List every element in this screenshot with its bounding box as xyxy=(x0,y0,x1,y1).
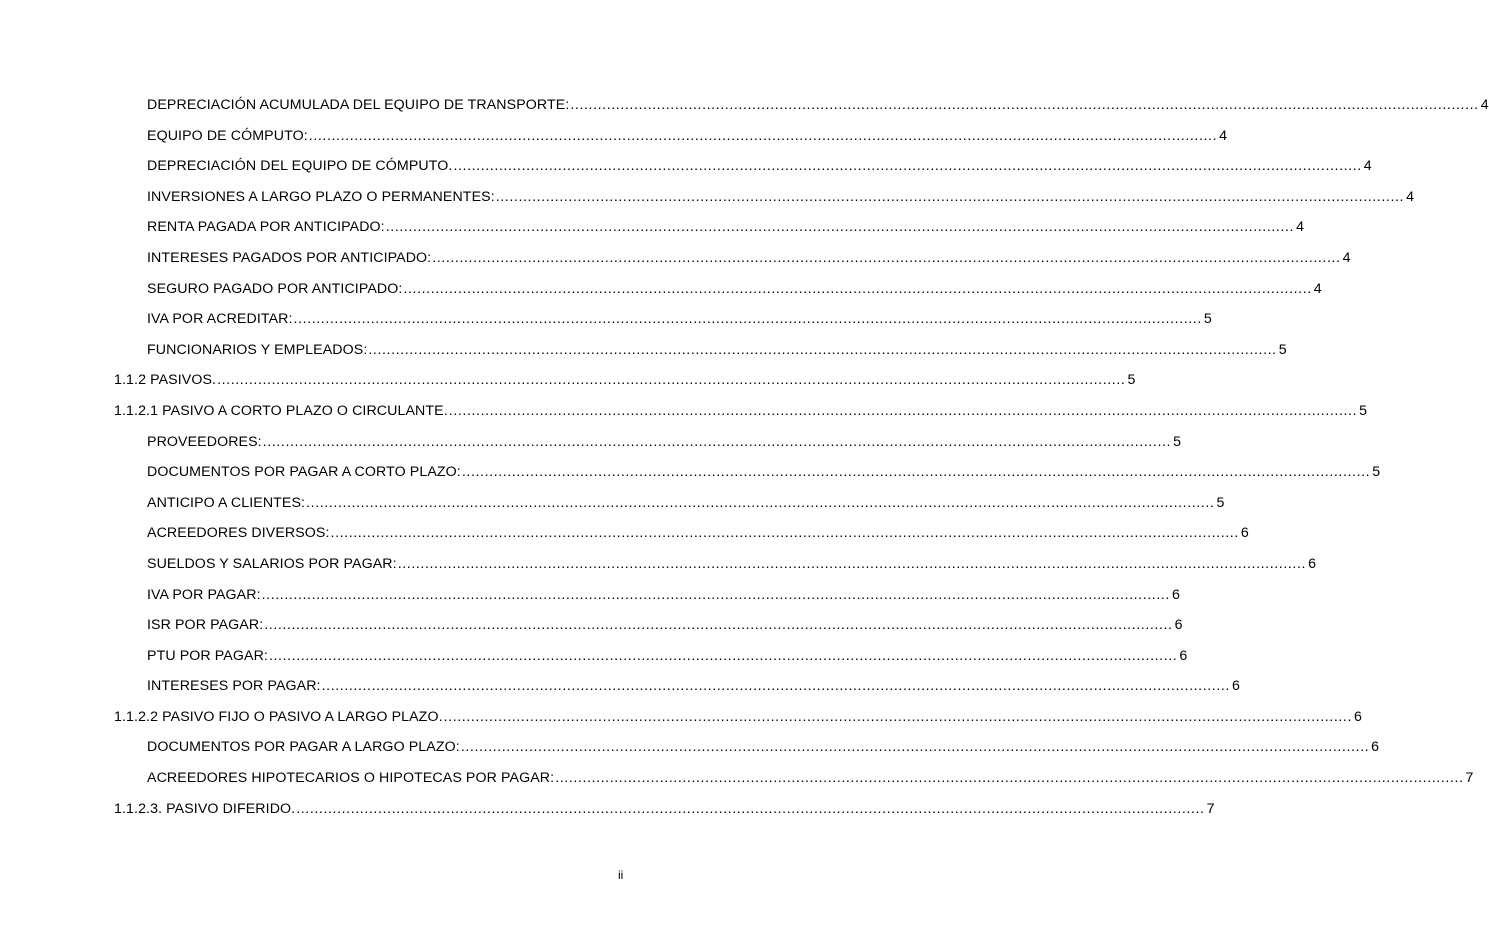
toc-entry-line xyxy=(147,249,1351,267)
toc-dot-leader: ........................................................................................................................................................................................................ xyxy=(443,708,1352,725)
toc-dot-leader: ........................................................................................................................................................................................................ xyxy=(268,647,1178,664)
toc-entry[interactable] xyxy=(0,677,1240,708)
toc-entry[interactable] xyxy=(0,586,1180,617)
toc-entry-page-number: 5 xyxy=(1203,311,1212,328)
toc-dot-leader: ........................................................................................................................................................................................................ xyxy=(403,280,1312,297)
toc-entry-line xyxy=(147,310,1212,328)
toc-entry[interactable] xyxy=(0,249,1351,280)
toc-entry-label: 1.1.2.3. PASIVO DIFERIDO. xyxy=(114,800,296,817)
toc-entry-line xyxy=(114,402,1368,420)
table-of-contents xyxy=(0,96,1489,830)
toc-entry-line xyxy=(147,738,1380,756)
toc-entry[interactable] xyxy=(0,738,1380,769)
toc-entry-label: ACREEDORES HIPOTECARIOS O HIPOTECAS POR PAGAR: xyxy=(147,770,555,787)
toc-entry-line xyxy=(147,494,1225,512)
toc-entry-label: ANTICIPO A CLIENTES: xyxy=(147,494,306,511)
toc-entry-page-number: 4 xyxy=(1342,249,1351,266)
toc-entry-line xyxy=(147,616,1183,634)
toc-entry-label: DEPRECIACIÓN ACUMULADA DEL EQUIPO DE TRANSPORTE: xyxy=(147,97,570,113)
toc-entry[interactable] xyxy=(0,555,1316,586)
toc-entry-line xyxy=(147,188,1414,206)
toc-dot-leader: ........................................................................................................................................................................................................ xyxy=(262,433,1172,450)
toc-dot-leader: ........................................................................................................................................................................................................ xyxy=(296,800,1205,817)
toc-entry-line xyxy=(147,127,1228,145)
toc-entry-page-number: 6 xyxy=(1308,555,1316,572)
toc-entry-label: PTU POR PAGAR: xyxy=(147,647,268,664)
toc-entry-page-number: 5 xyxy=(1359,402,1368,419)
toc-entry-page-number: 5 xyxy=(1173,433,1181,450)
toc-dot-leader: ........................................................................................................................................................................................................ xyxy=(461,464,1371,481)
toc-dot-leader: ........................................................................................................................................................................................................ xyxy=(432,249,1341,266)
toc-entry-label: PROVEEDORES: xyxy=(147,433,262,450)
toc-entry-page-number: 4 xyxy=(1296,219,1304,236)
toc-entry-label: IVA POR ACREDITAR: xyxy=(147,311,293,328)
toc-entry[interactable] xyxy=(0,188,1414,219)
page-number-footer: ii xyxy=(618,868,624,882)
toc-entry-line xyxy=(147,463,1381,481)
toc-entry-line xyxy=(147,280,1322,298)
toc-dot-leader: ........................................................................................................................................................................................................ xyxy=(460,739,1370,756)
toc-entry-page-number: 5 xyxy=(1216,494,1225,511)
toc-entry[interactable] xyxy=(0,800,1215,831)
toc-entry-page-number: 6 xyxy=(1174,617,1183,634)
toc-entry-line xyxy=(147,586,1180,604)
toc-entry-page-number: 6 xyxy=(1371,739,1380,756)
toc-entry[interactable] xyxy=(0,96,1489,127)
toc-entry-page-number: 6 xyxy=(1354,708,1362,725)
toc-entry[interactable] xyxy=(0,769,1474,800)
toc-entry-page-number: 5 xyxy=(1127,372,1136,389)
toc-dot-leader: ........................................................................................................................................................................................................ xyxy=(217,372,1126,389)
toc-entry-page-number: 5 xyxy=(1372,464,1381,481)
toc-entry-label: DOCUMENTOS POR PAGAR A LARGO PLAZO: xyxy=(147,739,460,756)
toc-entry-line xyxy=(147,157,1372,175)
toc-entry-label: SEGURO PAGADO POR ANTICIPADO: xyxy=(147,280,403,297)
toc-dot-leader: ........................................................................................................................................................................................................ xyxy=(570,97,1479,113)
toc-entry-line xyxy=(147,769,1474,787)
toc-entry-page-number: 4 xyxy=(1313,280,1322,297)
toc-entry-line xyxy=(147,341,1287,359)
toc-dot-leader: ........................................................................................................................................................................................................ xyxy=(397,555,1307,572)
toc-entry-line xyxy=(147,647,1188,665)
toc-entry[interactable] xyxy=(0,433,1181,464)
toc-entry[interactable] xyxy=(0,218,1304,249)
toc-entry-label: INTERESES PAGADOS POR ANTICIPADO: xyxy=(147,249,432,266)
toc-entry-line xyxy=(114,708,1362,726)
toc-entry-page-number: 4 xyxy=(1219,127,1228,144)
toc-entry-page-number: 7 xyxy=(1465,770,1474,787)
toc-entry-line xyxy=(114,371,1136,389)
toc-entry[interactable] xyxy=(0,463,1381,494)
toc-entry-label: 1.1.2 PASIVOS. xyxy=(114,372,217,389)
toc-dot-leader: ........................................................................................................................................................................................................ xyxy=(495,188,1405,205)
toc-entry-label: SUELDOS Y SALARIOS POR PAGAR: xyxy=(147,555,397,572)
toc-entry[interactable] xyxy=(0,524,1249,555)
toc-dot-leader: ........................................................................................................................................................................................................ xyxy=(385,219,1295,236)
toc-entry-page-number: 6 xyxy=(1231,678,1240,695)
toc-entry-label: 1.1.2.1 PASIVO A CORTO PLAZO O CIRCULANTE. xyxy=(114,402,448,419)
toc-dot-leader: ........................................................................................................................................................................................................ xyxy=(321,678,1230,695)
toc-entry[interactable] xyxy=(0,157,1372,188)
toc-entry-page-number: 4 xyxy=(1363,158,1372,175)
toc-dot-leader: ........................................................................................................................................................................................................ xyxy=(555,770,1464,787)
toc-entry-page-number: 6 xyxy=(1240,525,1249,542)
toc-entry-line xyxy=(114,800,1215,818)
toc-entry[interactable] xyxy=(0,494,1225,525)
toc-entry[interactable] xyxy=(0,371,1136,402)
toc-entry-line xyxy=(147,555,1316,573)
toc-entry-page-number: 7 xyxy=(1206,800,1215,817)
toc-dot-leader: ........................................................................................................................................................................................................ xyxy=(448,402,1358,419)
toc-entry-line xyxy=(147,433,1181,451)
toc-entry[interactable] xyxy=(0,127,1228,158)
toc-entry[interactable] xyxy=(0,402,1368,433)
toc-entry-page-number: 4 xyxy=(1406,188,1414,205)
toc-dot-leader: ........................................................................................................................................................................................................ xyxy=(308,127,1218,144)
toc-entry-label: DOCUMENTOS POR PAGAR A CORTO PLAZO: xyxy=(147,464,461,481)
toc-entry-label: EQUIPO DE CÓMPUTO: xyxy=(147,127,308,144)
toc-entry[interactable] xyxy=(0,310,1212,341)
toc-entry-label: ISR POR PAGAR: xyxy=(147,617,264,634)
toc-entry-label: INTERESES POR PAGAR: xyxy=(147,678,321,695)
toc-entry[interactable] xyxy=(0,341,1287,372)
toc-dot-leader: ........................................................................................................................................................................................................ xyxy=(453,158,1362,175)
toc-entry-line xyxy=(147,218,1304,236)
toc-dot-leader: ........................................................................................................................................................................................................ xyxy=(261,586,1170,603)
toc-entry[interactable] xyxy=(0,708,1362,739)
toc-entry-label: FUNCIONARIOS Y EMPLEADOS: xyxy=(147,341,368,358)
toc-dot-leader: ........................................................................................................................................................................................................ xyxy=(306,494,1215,511)
toc-dot-leader: ........................................................................................................................................................................................................ xyxy=(368,341,1277,358)
toc-entry-label: IVA POR PAGAR: xyxy=(147,586,261,603)
toc-entry[interactable] xyxy=(0,647,1188,678)
toc-entry[interactable] xyxy=(0,280,1322,311)
toc-entry-page-number: 5 xyxy=(1278,341,1287,358)
toc-dot-leader: ........................................................................................................................................................................................................ xyxy=(330,525,1239,542)
toc-entry[interactable] xyxy=(0,616,1183,647)
toc-entry-line xyxy=(147,677,1240,695)
toc-entry-label: ACREEDORES DIVERSOS: xyxy=(147,525,330,542)
toc-entry-page-number: 4 xyxy=(1480,97,1489,113)
toc-entry-label: RENTA PAGADA POR ANTICIPADO: xyxy=(147,219,385,236)
toc-entry-line xyxy=(147,524,1249,542)
toc-entry-page-number: 6 xyxy=(1171,586,1180,603)
toc-entry-label: DEPRECIACIÓN DEL EQUIPO DE CÓMPUTO. xyxy=(147,158,453,175)
toc-dot-leader: ........................................................................................................................................................................................................ xyxy=(293,311,1202,328)
toc-dot-leader: ........................................................................................................................................................................................................ xyxy=(264,617,1173,634)
toc-entry-label: 1.1.2.2 PASIVO FIJO O PASIVO A LARGO PLAZO. xyxy=(114,708,443,725)
toc-entry-page-number: 6 xyxy=(1179,647,1188,664)
toc-entry-line xyxy=(147,96,1489,114)
toc-entry-label: INVERSIONES A LARGO PLAZO O PERMANENTES: xyxy=(147,188,495,205)
